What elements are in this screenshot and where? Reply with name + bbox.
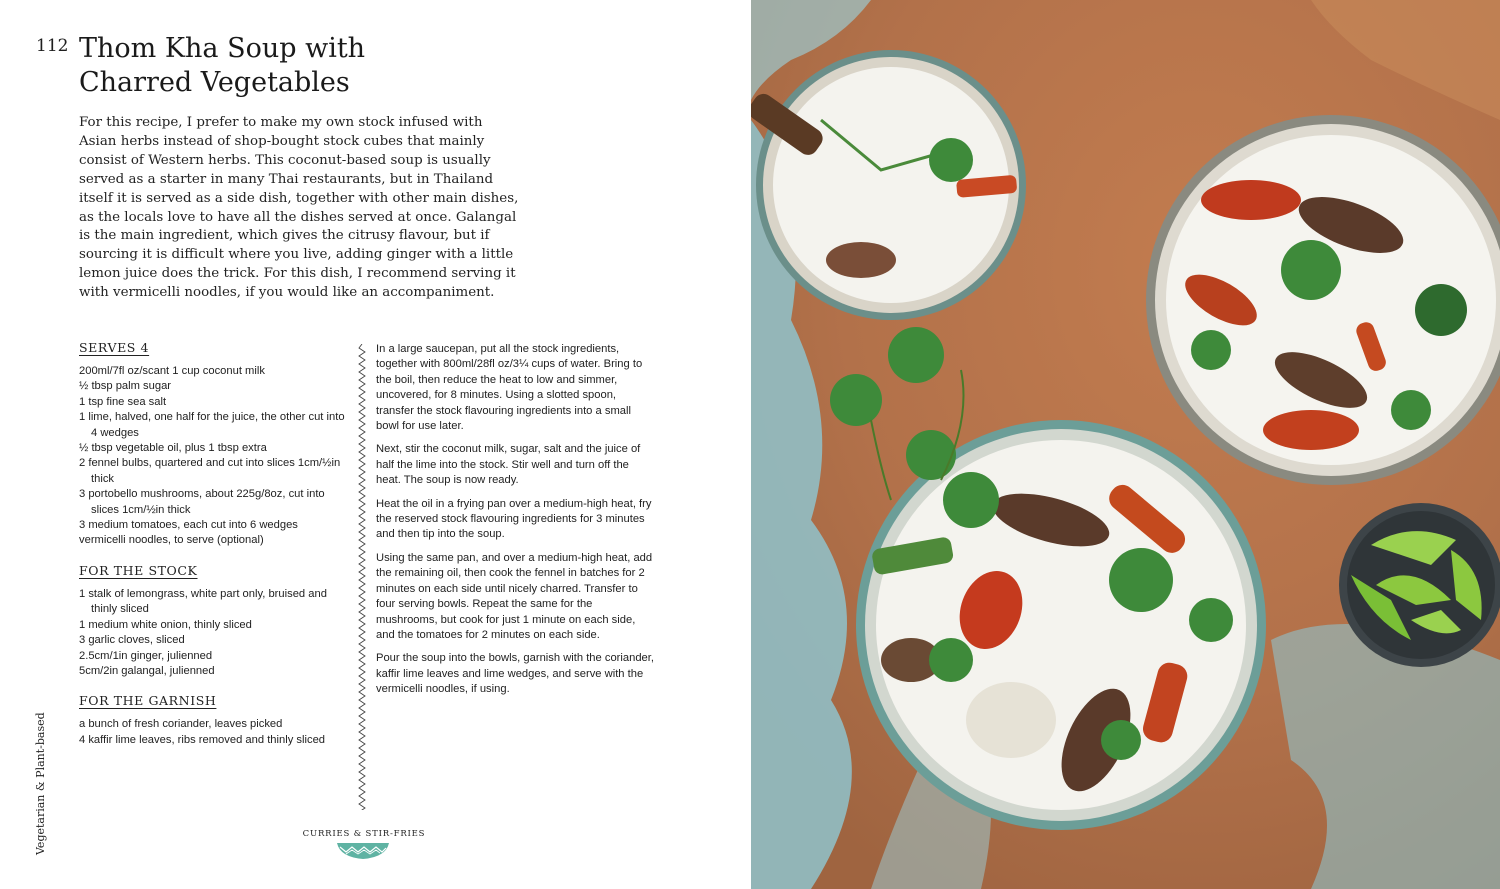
bowl-large-right — [1146, 115, 1500, 485]
garnish-list — [79, 717, 351, 748]
stock-heading: FOR THE STOCK — [79, 562, 198, 578]
recipe-intro: For this recipe, I prefer to make my own stock infused with Asian herbs instead of shop-bought stock cubes that mainly consist of Western herbs. This coconut-based soup is usually served as a starter in many Thai restaurants, but in Thailand itself it is served as a side dish, together with other main dishes, as the locals love to have all the dishes served at once. Galangal is the main ingredient, which gives the citrusy flavour, but if sourcing it is difficult where you live, adding ginger with a little lemon juice does the trick. For this dish, I recommend serving it with vermicelli noodles, if you would like an accompaniment. — [79, 115, 519, 301]
method-step: Pour the soup into the bowls, garnish with the coriander, kaffir lime leaves and lime wedges, and serve with the vermicelli noodles, if using. — [376, 652, 654, 696]
list-item: 3 garlic cloves, sliced — [79, 634, 185, 647]
stock-list — [79, 587, 351, 679]
list-item: ½ tbsp vegetable oil, plus 1 tbsp extra — [79, 442, 267, 455]
list-item: 3 medium tomatoes, each cut into 6 wedges — [79, 519, 298, 532]
title-line-1: Thom Kha Soup with — [79, 33, 366, 64]
list-item: 2 fennel bulbs, quartered and cut into slices 1cm/½in thick — [79, 457, 341, 485]
list-item: 1 medium white onion, thinly sliced — [79, 618, 252, 631]
section-side-label: Vegetarian & Plant-based — [34, 712, 47, 855]
title-line-2: Charred Vegetables — [79, 67, 350, 98]
method-step: Next, stir the coconut milk, sugar, salt and the juice of half the lime into the stock. Stir well and turn off the heat. The soup is now ready. — [376, 443, 641, 487]
chapter-label: CURRIES & STIR-FRIES — [302, 829, 426, 839]
list-item: ½ tbsp palm sugar — [79, 380, 172, 393]
list-item: 5cm/2in galangal, julienned — [79, 664, 215, 677]
garnish-heading: FOR THE GARNISH — [79, 693, 217, 709]
serves-heading: SERVES 4 — [79, 340, 150, 355]
list-item: 3 portobello mushrooms, about 225g/8oz, cut into slices 1cm/½in thick — [79, 488, 325, 516]
soup-photo — [751, 0, 1500, 889]
page-number: 112 — [36, 36, 69, 56]
method-step: In a large saucepan, put all the stock ingredients, together with 800ml/28fl oz/3¼ cups of water. Bring to the boil, then reduce the heat to low and simmer, uncovered, for 8 minutes. Using a slotted spoon, transfer the stock flavouring ingredients into a small bowl for use later. — [376, 343, 643, 433]
serves-list — [79, 364, 351, 549]
zigzag-divider — [355, 344, 369, 810]
list-item: 1 lime, halved, one half for the juice, the other cut into 4 wedges — [79, 411, 345, 439]
list-item: 4 kaffir lime leaves, ribs removed and thinly sliced — [79, 733, 326, 746]
soup-bowls-illustration — [751, 0, 1500, 889]
lime-bowl — [1339, 503, 1500, 667]
method-step: Heat the oil in a frying pan over a medium-high heat, fry the reserved stock flavouring ingredients for 3 minutes and then tip into the soup. — [376, 497, 652, 541]
bowl-large-bottom — [856, 420, 1266, 830]
list-item: 200ml/7fl oz/scant 1 cup coconut milk — [79, 365, 265, 377]
list-item: a bunch of fresh coriander, leaves picked — [79, 718, 283, 731]
list-item: 1 tsp fine sea salt — [79, 395, 167, 408]
ingredients-column — [79, 340, 351, 748]
method-step: Using the same pan, and over a medium-high heat, add the remaining oil, then cook the fennel in batches for 2 minutes on each side until nicely charred. Transfer to four serving bowls. Repeat the same for the mushrooms, but cook for just 1 minute on each side, and the tomatoes for 2 minutes on each side. — [376, 551, 653, 641]
list-item: 1 stalk of lemongrass, white part only, bruised and thinly sliced — [79, 587, 327, 616]
recipe-title — [79, 32, 365, 100]
bowl-icon — [336, 841, 390, 861]
list-item: vermicelli noodles, to serve (optional) — [79, 534, 264, 547]
list-item: 2.5cm/1in ginger, julienned — [79, 649, 213, 662]
method-column — [376, 342, 656, 706]
